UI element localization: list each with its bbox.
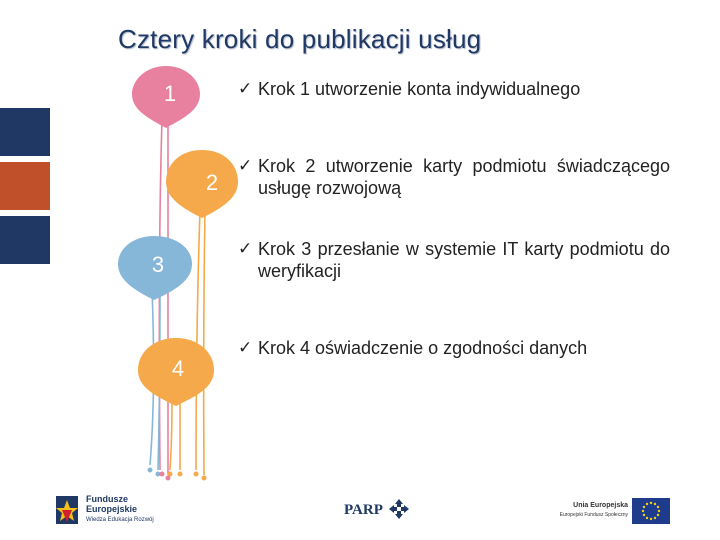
parp-arrows-icon: [388, 498, 410, 520]
step-drop-4: [138, 338, 214, 406]
step-text-2: Krok 2 utworzenie karty podmiotu świadczącego usługę rozwojową: [258, 156, 670, 198]
step-drop-2: [166, 150, 238, 218]
eu-flag-icon: [632, 498, 670, 524]
eu-line-2: Europejski Fundusz Społeczny: [559, 512, 628, 518]
eu-logo: [540, 494, 670, 528]
step-drop-number-4: 4: [171, 356, 185, 381]
step-drop-number-1: 1: [163, 81, 177, 106]
fe-line-2: Europejskie: [86, 504, 138, 514]
parp-logo: [344, 498, 414, 524]
step-drop-number-2: 2: [205, 170, 219, 195]
step-drop-1: [132, 66, 200, 128]
check-icon: ✓: [238, 156, 253, 176]
check-icon: ✓: [238, 79, 253, 99]
step-item-4: [238, 337, 670, 359]
step-item-2: [238, 155, 670, 199]
parp-text: PARP: [344, 502, 383, 518]
fe-star-icon: [52, 492, 82, 528]
step-drop-3: [118, 236, 192, 300]
fundusze-europejskie-logo: [52, 492, 192, 532]
check-icon: ✓: [238, 239, 253, 259]
step-item-3: [238, 238, 670, 282]
fe-line-3: Wiedza Edukacja Rozwój: [86, 517, 154, 523]
check-icon: ✓: [238, 338, 253, 358]
step-item-1: [238, 78, 670, 100]
thread-dots: [148, 468, 207, 481]
eu-line-1: Unia Europejska: [573, 502, 628, 509]
slide-title: Cztery kroki do publikacji usług: [118, 24, 482, 54]
step-text-3: Krok 3 przesłanie w systemie IT karty podmiotu do weryfikacji: [258, 239, 670, 281]
fe-line-1: Fundusze: [86, 494, 128, 504]
step-text-1: Krok 1 utworzenie konta indywidualnego: [258, 79, 581, 99]
step-text-4: Krok 4 oświadczenie o zgodności danych: [258, 338, 588, 358]
step-drop-number-3: 3: [151, 252, 165, 277]
